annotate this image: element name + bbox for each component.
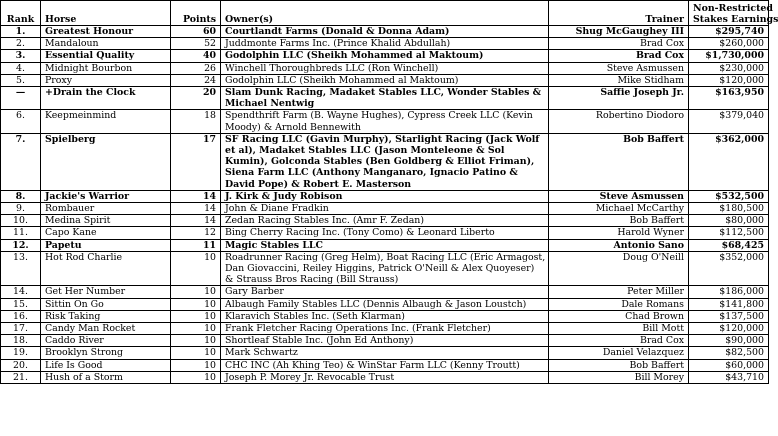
cell-earnings: $362,000 — [689, 133, 769, 190]
header-rank: Rank — [1, 1, 41, 26]
cell-owner: Shortleaf Stable Inc. (John Ed Anthony) — [221, 335, 549, 347]
cell-owner: Zedan Racing Stables Inc. (Amr F. Zedan) — [221, 215, 549, 227]
cell-horse: Candy Man Rocket — [41, 323, 171, 335]
cell-trainer: Saffie Joseph Jr. — [549, 87, 689, 110]
table-row — [1, 87, 769, 110]
cell-earnings: $120,000 — [689, 323, 769, 335]
cell-horse: Mandaloun — [41, 38, 171, 50]
cell-owner: Slam Dunk Racing, Madaket Stables LLC, Wonder Stables & Michael Nentwig — [221, 87, 549, 110]
cell-points: 17 — [171, 133, 221, 190]
cell-owner: Klaravich Stables Inc. (Seth Klarman) — [221, 310, 549, 322]
table-row — [1, 62, 769, 74]
cell-horse: Brooklyn Strong — [41, 347, 171, 359]
header-row — [1, 1, 769, 26]
cell-rank: 3. — [1, 50, 41, 62]
cell-points: 24 — [171, 74, 221, 86]
cell-rank: 19. — [1, 347, 41, 359]
cell-owner: Roadrunner Racing (Greg Helm), Boat Racing LLC (Eric Armagost, Dan Giovaccini, Reiley Higgins, Patrick O'Neill & Alex Quoyeser) & Strauss Bros Racing (Bill Strauss) — [221, 251, 549, 286]
cell-earnings: $260,000 — [689, 38, 769, 50]
cell-rank: 6. — [1, 110, 41, 133]
cell-owner: Frank Fletcher Racing Operations Inc. (Frank Fletcher) — [221, 323, 549, 335]
cell-points: 20 — [171, 87, 221, 110]
table-row — [1, 335, 769, 347]
cell-rank: 2. — [1, 38, 41, 50]
table-row — [1, 227, 769, 239]
cell-horse: Hush of a Storm — [41, 371, 171, 383]
cell-rank: — — [1, 87, 41, 110]
cell-owner: Godolphin LLC (Sheikh Mohammed al Maktoum) — [221, 50, 549, 62]
cell-owner: Godolphin LLC (Sheikh Mohammed al Maktoum) — [221, 74, 549, 86]
table-row — [1, 50, 769, 62]
cell-points: 10 — [171, 310, 221, 322]
cell-points: 12 — [171, 227, 221, 239]
cell-rank: 13. — [1, 251, 41, 286]
cell-earnings: $82,500 — [689, 347, 769, 359]
cell-trainer: Bob Baffert — [549, 215, 689, 227]
cell-rank: 9. — [1, 203, 41, 215]
cell-rank: 17. — [1, 323, 41, 335]
cell-rank: 5. — [1, 74, 41, 86]
cell-rank: 21. — [1, 371, 41, 383]
cell-owner: Magic Stables LLC — [221, 239, 549, 251]
header-earnings-line2: Stakes Earnings — [693, 13, 778, 25]
cell-horse: Medina Spirit — [41, 215, 171, 227]
table-row — [1, 38, 769, 50]
cell-owner: Albaugh Family Stables LLC (Dennis Albaugh & Jason Loustch) — [221, 298, 549, 310]
table-row — [1, 215, 769, 227]
cell-earnings: $230,000 — [689, 62, 769, 74]
cell-rank: 15. — [1, 298, 41, 310]
table-row — [1, 286, 769, 298]
table-row — [1, 26, 769, 38]
cell-earnings: $186,000 — [689, 286, 769, 298]
cell-trainer: Robertino Diodoro — [549, 110, 689, 133]
cell-trainer: Harold Wyner — [549, 227, 689, 239]
cell-trainer: Shug McGaughey III — [549, 26, 689, 38]
cell-points: 40 — [171, 50, 221, 62]
cell-points: 14 — [171, 203, 221, 215]
cell-owner: Gary Barber — [221, 286, 549, 298]
cell-earnings: $60,000 — [689, 359, 769, 371]
cell-rank: 10. — [1, 215, 41, 227]
cell-trainer: Brad Cox — [549, 335, 689, 347]
cell-owner: Bing Cherry Racing Inc. (Tony Como) & Leonard Liberto — [221, 227, 549, 239]
table-row — [1, 133, 769, 190]
cell-points: 10 — [171, 298, 221, 310]
cell-rank: 7. — [1, 133, 41, 190]
cell-horse: Spielberg — [41, 133, 171, 190]
table-row — [1, 251, 769, 286]
cell-owner: J. Kirk & Judy Robison — [221, 190, 549, 202]
header-points: Points — [171, 1, 221, 26]
cell-horse: Risk Taking — [41, 310, 171, 322]
cell-trainer: Steve Asmussen — [549, 62, 689, 74]
header-earnings-line1: Non-Restricted — [693, 2, 773, 14]
cell-trainer: Peter Miller — [549, 286, 689, 298]
cell-points: 26 — [171, 62, 221, 74]
cell-trainer: Brad Cox — [549, 50, 689, 62]
cell-earnings: $180,500 — [689, 203, 769, 215]
cell-rank: 12. — [1, 239, 41, 251]
cell-earnings: $163,950 — [689, 87, 769, 110]
cell-trainer: Bob Baffert — [549, 133, 689, 190]
cell-trainer: Bill Morey — [549, 371, 689, 383]
cell-horse: Keepmeinmind — [41, 110, 171, 133]
cell-horse: Capo Kane — [41, 227, 171, 239]
cell-points: 18 — [171, 110, 221, 133]
cell-earnings: $120,000 — [689, 74, 769, 86]
cell-earnings: $137,500 — [689, 310, 769, 322]
cell-horse: Hot Rod Charlie — [41, 251, 171, 286]
cell-earnings: $90,000 — [689, 335, 769, 347]
cell-horse: +Drain the Clock — [41, 87, 171, 110]
table-row — [1, 110, 769, 133]
cell-points: 10 — [171, 371, 221, 383]
cell-earnings: $295,740 — [689, 26, 769, 38]
cell-rank: 16. — [1, 310, 41, 322]
cell-points: 52 — [171, 38, 221, 50]
cell-earnings: $141,800 — [689, 298, 769, 310]
cell-horse: Essential Quality — [41, 50, 171, 62]
table-row — [1, 323, 769, 335]
cell-horse: Sittin On Go — [41, 298, 171, 310]
cell-trainer: Michael McCarthy — [549, 203, 689, 215]
cell-trainer: Antonio Sano — [549, 239, 689, 251]
cell-earnings: $379,040 — [689, 110, 769, 133]
cell-owner: Spendthrift Farm (B. Wayne Hughes), Cypress Creek LLC (Kevin Moody) & Arnold Bennewith — [221, 110, 549, 133]
cell-trainer: Chad Brown — [549, 310, 689, 322]
table-row — [1, 310, 769, 322]
cell-points: 10 — [171, 359, 221, 371]
table-row — [1, 347, 769, 359]
cell-points: 10 — [171, 335, 221, 347]
cell-trainer: Brad Cox — [549, 38, 689, 50]
table-row — [1, 359, 769, 371]
cell-points: 14 — [171, 215, 221, 227]
cell-rank: 4. — [1, 62, 41, 74]
cell-points: 14 — [171, 190, 221, 202]
table-row — [1, 203, 769, 215]
table-row — [1, 371, 769, 383]
cell-points: 10 — [171, 251, 221, 286]
cell-trainer: Bob Baffert — [549, 359, 689, 371]
cell-rank: 20. — [1, 359, 41, 371]
cell-rank: 8. — [1, 190, 41, 202]
cell-points: 10 — [171, 286, 221, 298]
cell-horse: Proxy — [41, 74, 171, 86]
cell-owner: Courtlandt Farms (Donald & Donna Adam) — [221, 26, 549, 38]
table-row — [1, 298, 769, 310]
cell-horse: Caddo River — [41, 335, 171, 347]
cell-earnings: $68,425 — [689, 239, 769, 251]
cell-rank: 18. — [1, 335, 41, 347]
cell-horse: Get Her Number — [41, 286, 171, 298]
cell-trainer: Dale Romans — [549, 298, 689, 310]
cell-trainer: Doug O'Neill — [549, 251, 689, 286]
cell-owner: CHC INC (Ah Khing Teo) & WinStar Farm LLC (Kenny Troutt) — [221, 359, 549, 371]
cell-rank: 11. — [1, 227, 41, 239]
cell-horse: Greatest Honour — [41, 26, 171, 38]
cell-horse: Life Is Good — [41, 359, 171, 371]
cell-earnings: $1,730,000 — [689, 50, 769, 62]
cell-trainer: Steve Asmussen — [549, 190, 689, 202]
header-trainer: Trainer — [549, 1, 689, 26]
cell-horse: Jackie's Warrior — [41, 190, 171, 202]
cell-earnings: $352,000 — [689, 251, 769, 286]
table-row — [1, 239, 769, 251]
cell-points: 10 — [171, 347, 221, 359]
cell-earnings: $532,500 — [689, 190, 769, 202]
cell-horse: Midnight Bourbon — [41, 62, 171, 74]
table-row — [1, 74, 769, 86]
cell-owner: John & Diane Fradkin — [221, 203, 549, 215]
cell-owner: Joseph P. Morey Jr. Revocable Trust — [221, 371, 549, 383]
cell-owner: Winchell Thoroughbreds LLC (Ron Winchell) — [221, 62, 549, 74]
cell-points: 10 — [171, 323, 221, 335]
cell-trainer: Bill Mott — [549, 323, 689, 335]
cell-trainer: Daniel Velazquez — [549, 347, 689, 359]
header-horse: Horse — [41, 1, 171, 26]
cell-owner: Juddmonte Farms Inc. (Prince Khalid Abdullah) — [221, 38, 549, 50]
cell-points: 11 — [171, 239, 221, 251]
cell-owner: Mark Schwartz — [221, 347, 549, 359]
cell-horse: Papetu — [41, 239, 171, 251]
cell-earnings: $112,500 — [689, 227, 769, 239]
cell-earnings: $43,710 — [689, 371, 769, 383]
cell-owner: SF Racing LLC (Gavin Murphy), Starlight Racing (Jack Wolf et al), Madaket Stables LLC (Jason Monteleone & Sol Kumin), Golconda Stables (Ben Goldberg & Elliot Friman), Siena Farm LLC (Anthony Manganaro, Ignacio Patino & David Pope) & Robert E. Masterson — [221, 133, 549, 190]
cell-horse: Rombauer — [41, 203, 171, 215]
cell-earnings: $80,000 — [689, 215, 769, 227]
table-row — [1, 190, 769, 202]
header-earnings — [689, 1, 778, 26]
cell-points: 60 — [171, 26, 221, 38]
cell-rank: 1. — [1, 26, 41, 38]
cell-rank: 14. — [1, 286, 41, 298]
header-owner: Owner(s) — [221, 1, 549, 26]
cell-trainer: Mike Stidham — [549, 74, 689, 86]
